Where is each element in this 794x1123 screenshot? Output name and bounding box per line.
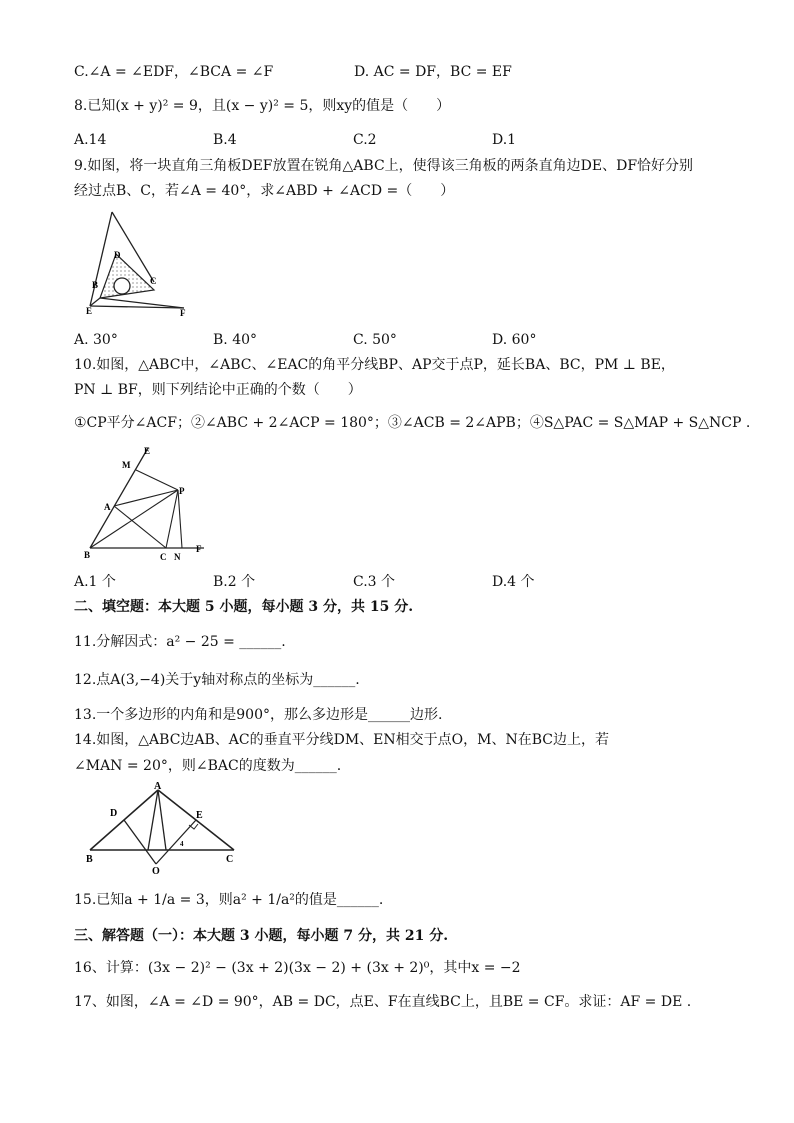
q10-option-b: B.2 个 bbox=[213, 574, 256, 590]
q9-stem-line2: 经过点B、C，若∠A = 40°，求∠ABD + ∠ACD =（ ） bbox=[74, 183, 455, 199]
label-d: D bbox=[114, 250, 121, 260]
label-d: D bbox=[110, 808, 118, 819]
label-e: E bbox=[196, 810, 203, 821]
label-e: E bbox=[144, 446, 151, 456]
label-b: B bbox=[86, 854, 93, 865]
label-m: M bbox=[122, 460, 131, 470]
q11: 11.分解因式：a² − 25 = ______. bbox=[74, 634, 286, 650]
line-be bbox=[90, 446, 151, 548]
line-en bbox=[156, 820, 196, 864]
q14-stem-line1: 14.如图，△ABC边AB、AC的垂直平分线DM、EN相交于点O，M、N在BC边上，若 bbox=[74, 732, 609, 748]
q7-option-d: D. AC = DF，BC = EF bbox=[354, 64, 512, 80]
label-f: F bbox=[180, 308, 186, 318]
q8-option-c: C.2 bbox=[353, 132, 377, 148]
q10-stem-line3: ①CP平分∠ACF；②∠ABC + 2∠ACP = 180°；③∠ACB = 2∠APB；④S△PAC = S△MAP + S△NCP . bbox=[74, 415, 751, 431]
q10-figure bbox=[78, 444, 218, 566]
line-am bbox=[148, 790, 158, 850]
line-pm bbox=[136, 470, 178, 490]
protractor-circle bbox=[114, 278, 130, 294]
label-b: B bbox=[84, 550, 91, 560]
label-n: N bbox=[174, 552, 181, 562]
q13: 13.一个多边形的内角和是900°，那么多边形是______边形. bbox=[74, 707, 443, 723]
right-angle-mark bbox=[189, 824, 198, 829]
line-bp bbox=[90, 490, 178, 548]
label-c: C bbox=[160, 552, 167, 562]
label-c: C bbox=[150, 276, 157, 286]
q9-option-c: C. 50° bbox=[353, 332, 397, 348]
q8-stem: 8.已知(x + y)² = 9，且(x − y)² = 5，则xy的值是（ ） bbox=[74, 98, 451, 114]
label-angle-4: 4 bbox=[180, 840, 184, 848]
label-a: A bbox=[154, 781, 162, 792]
q16: 16、计算：(3x − 2)² − (3x + 2)(3x − 2) + (3x + 2)⁰，其中x = −2 bbox=[74, 960, 521, 976]
q9-option-a: A. 30° bbox=[74, 332, 118, 348]
q10-stem-line1: 10.如图，△ABC中，∠ABC、∠EAC的角平分线BP、AP交于点P，延长BA、BC，PM ⊥ BE， bbox=[74, 357, 675, 373]
label-p: P bbox=[179, 486, 185, 496]
q8-option-a: A.14 bbox=[74, 132, 107, 148]
line-an bbox=[158, 790, 166, 850]
section3-title: 三、解答题（一）：本大题 3 小题，每小题 7 分，共 21 分. bbox=[74, 928, 449, 944]
q8-option-d: D.1 bbox=[492, 132, 517, 148]
q14-stem-line2: ∠MAN = 20°，则∠BAC的度数为______. bbox=[74, 758, 342, 774]
q10-option-a: A.1 个 bbox=[74, 574, 116, 590]
q9-option-d: D. 60° bbox=[492, 332, 537, 348]
label-c: C bbox=[226, 854, 234, 865]
label-f: F bbox=[196, 544, 202, 554]
q10-option-d: D.4 个 bbox=[492, 574, 535, 590]
q10-option-c: C.3 个 bbox=[353, 574, 396, 590]
q9-option-b: B. 40° bbox=[213, 332, 258, 348]
line-pc bbox=[166, 490, 178, 548]
q15: 15.已知a + 1/a = 3，则a² + 1/a²的值是______. bbox=[74, 892, 384, 908]
line-ap bbox=[114, 490, 178, 506]
line-dm bbox=[124, 820, 156, 864]
label-e: E bbox=[86, 306, 93, 316]
label-o: O bbox=[152, 866, 160, 876]
line-pn bbox=[178, 490, 182, 548]
label-a: A bbox=[104, 502, 111, 512]
q10-stem-line2: PN ⊥ BF，则下列结论中正确的个数（ ） bbox=[74, 382, 362, 398]
section2-title: 二、填空题：本大题 5 小题，每小题 3 分，共 15 分. bbox=[74, 599, 414, 615]
q9-stem-line1: 9.如图，将一块直角三角板DEF放置在锐角△ABC上，使得该三角板的两条直角边DE、DF恰好分别 bbox=[74, 158, 694, 174]
q8-option-b: B.4 bbox=[213, 132, 237, 148]
q7-option-c: C.∠A = ∠EDF，∠BCA = ∠F bbox=[74, 64, 274, 80]
label-b: B bbox=[92, 280, 99, 290]
q14-figure bbox=[84, 780, 244, 876]
q12: 12.点A(3,−4)关于y轴对称点的坐标为______. bbox=[74, 672, 360, 688]
q17: 17、如图，∠A = ∠D = 90°，AB = DC，点E、F在直线BC上，且BE = CF。求证：AF = DE . bbox=[74, 994, 692, 1010]
q9-figure bbox=[84, 210, 194, 322]
